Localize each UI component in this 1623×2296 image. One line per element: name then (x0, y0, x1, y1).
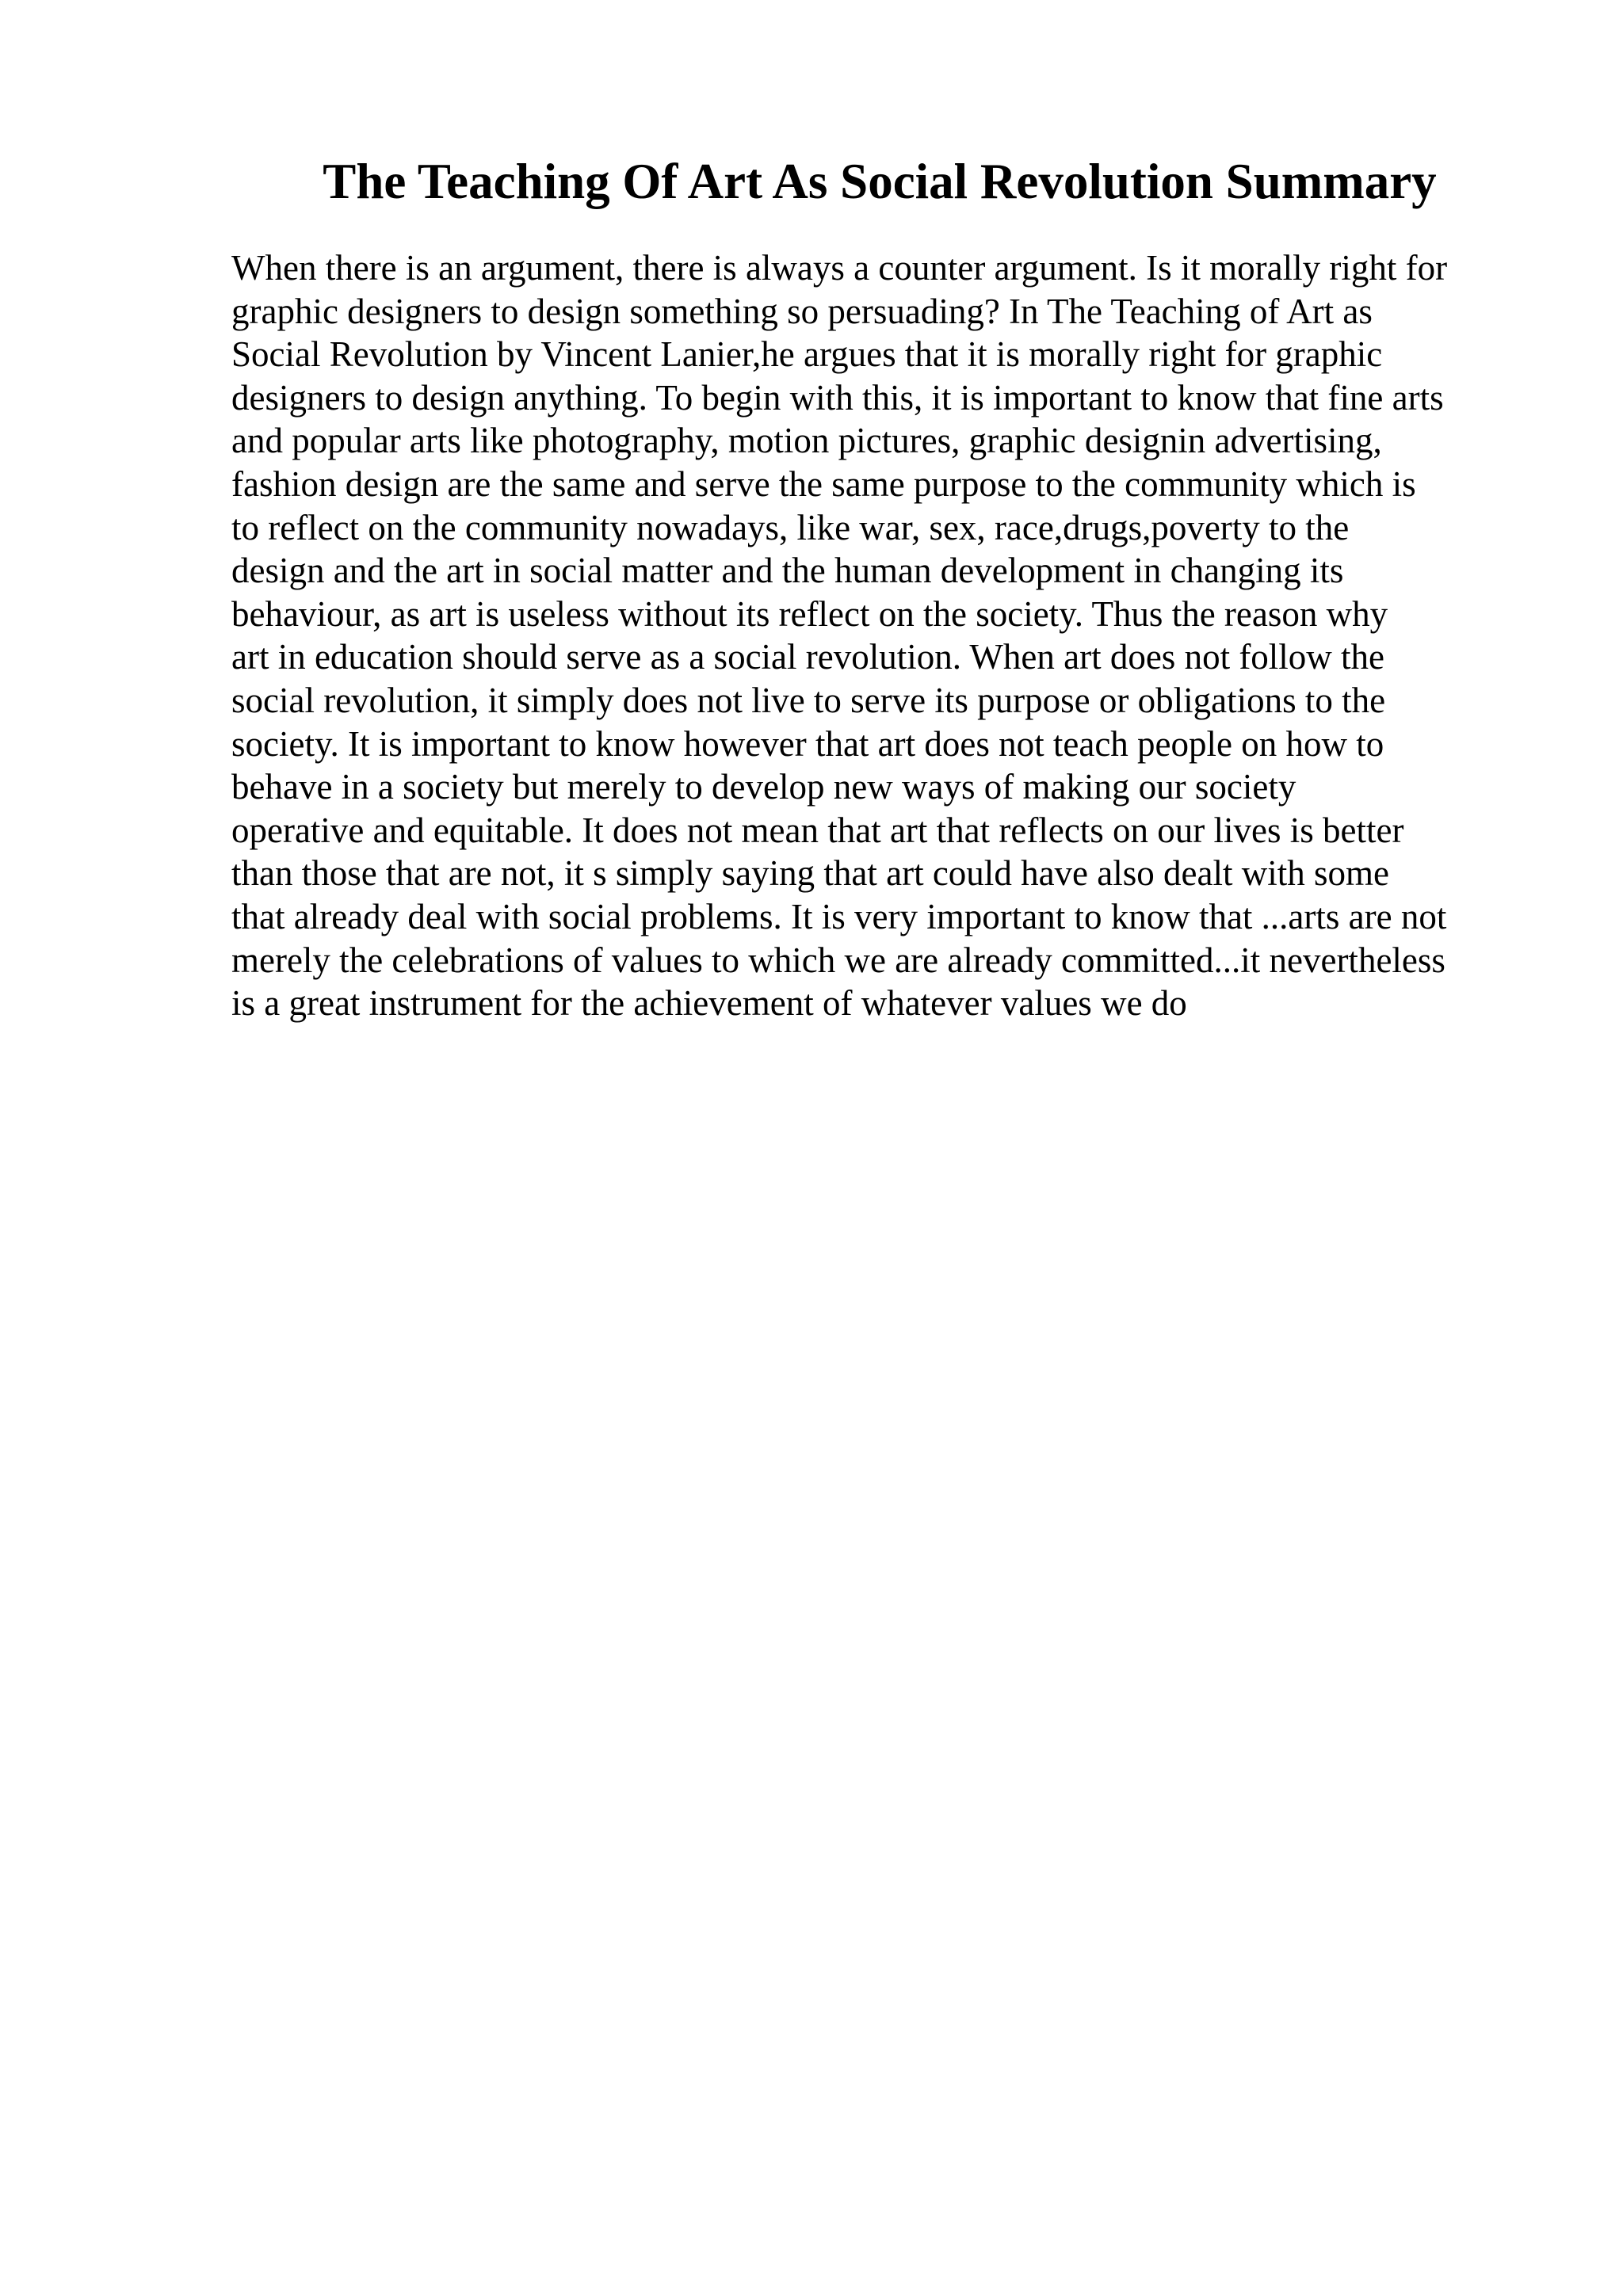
body-line: behave in a society but merely to develop new ways of making our society (231, 767, 1296, 807)
body-line: graphic designers to design something so persuading? In The Teaching of Art as (231, 291, 1373, 331)
body-line: that already deal with social problems. It is very important to know that ...arts are not (231, 896, 1447, 936)
body-line: society. It is important to know however that art does not teach people on how to (231, 723, 1384, 764)
body-line: than those that are not, it s simply saying that art could have also dealt with some (231, 853, 1389, 894)
body-line: fashion design are the same and serve the same purpose to the community which is (231, 463, 1416, 504)
body-line: to reflect on the community nowadays, like war, sex, race,drugs,poverty to the (231, 507, 1350, 547)
body-line: merely the celebrations of values to which we are already committed...it nevertheless (231, 940, 1445, 980)
body-line: art in education should serve as a social revolution. When art does not follow the (231, 637, 1385, 677)
body-line: behaviour, as art is useless without its reflect on the society. Thus the reason why (231, 593, 1388, 634)
body-line: design and the art in social matter and the human development in changing its (231, 551, 1344, 591)
body-line: When there is an argument, there is always a counter argument. Is it morally right for (231, 248, 1448, 288)
body-line: and popular arts like photography, motion pictures, graphic designin advertising, (231, 421, 1382, 461)
body-line: social revolution, it simply does not live to serve its purpose or obligations to the (231, 680, 1386, 720)
body-line: designers to design anything. To begin with this, it is important to know that fine arts (231, 377, 1444, 418)
body-line: operative and equitable. It does not mean that art that reflects on our lives is better (231, 810, 1404, 850)
document-title: The Teaching Of Art As Social Revolution Summary (323, 154, 1437, 209)
body-line: is a great instrument for the achievement of whatever values we do (231, 983, 1187, 1024)
body-line: Social Revolution by Vincent Lanier,he argues that it is morally right for graphic (231, 334, 1383, 375)
document-body (231, 246, 1531, 1025)
